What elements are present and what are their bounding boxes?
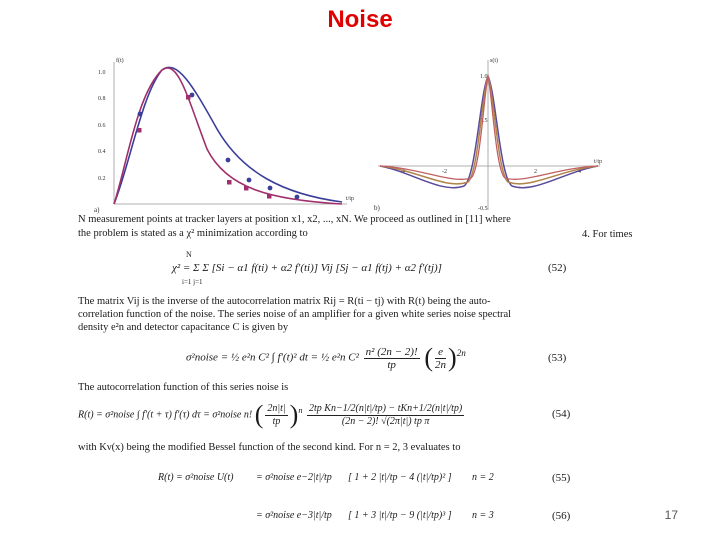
eq55-lhs: R(t) = σ²noise U(t) [158, 472, 234, 483]
right-series-gold-line [380, 76, 598, 184]
eq53-paren-fraction: $\frac{e}{2n}$ [435, 345, 447, 371]
left-magenta-marker [186, 95, 191, 100]
left-y-tick: 0.4 [98, 149, 106, 155]
left-magenta-marker [137, 128, 142, 133]
eq53-lhs: σ²noise = ½ e²n C² ∫ f′(t)² dt = ½ e²n C² [186, 351, 359, 364]
para1-line2: the problem is stated as a χ² minimization according to [78, 228, 308, 239]
eq55-mid: = σ²noise e−2|t|/tp [256, 472, 332, 483]
right-x-tick: 4 [578, 169, 581, 175]
para2-line2: correlation function of the noise. The series noise of an amplifier for a given white series noise spectral [78, 309, 512, 320]
slide-title: Noise [327, 6, 393, 33]
left-pulse-plot [92, 54, 354, 214]
para3: The autocorrelation function of this series noise is [78, 382, 289, 393]
eq55-condition: n = 2 [472, 472, 494, 483]
eq52-sum-top: N [186, 250, 192, 259]
eq53-number: (53) [548, 352, 567, 364]
left-blue-marker [138, 112, 143, 117]
left-y-tick: 0.2 [98, 176, 106, 182]
eq54-number: (54) [552, 408, 571, 420]
right-signal-svg [372, 54, 608, 212]
left-magenta-marker [244, 186, 249, 191]
left-pulse-svg [92, 54, 354, 214]
right-x-tick: -4 [400, 169, 405, 175]
left-y-tick: 0.8 [98, 96, 106, 102]
para2-line3: density e²n and detector capacitance C is given by [78, 322, 289, 333]
right-x-tick: 2 [534, 169, 537, 175]
eq56-body: [ 1 + 3 |t|/tp − 9 (|t|/tp)³ ] [348, 510, 452, 521]
side-note: 4. For times [582, 229, 633, 240]
left-blue-marker [295, 195, 300, 200]
left-corner-label: a) [94, 206, 100, 214]
right-x-label: t/tp [594, 159, 603, 165]
left-y-tick: 0.6 [98, 123, 106, 129]
eq52-sum-bottom: i=1 j=1 [182, 278, 203, 286]
eq53-fraction: $\frac{\text{n² (2n − 2)!}}{tp}$ [365, 345, 418, 371]
eq56-number: (56) [552, 510, 571, 522]
left-magenta-marker [227, 180, 232, 185]
left-magenta-marker [267, 194, 272, 199]
right-shaped-signal-plot [372, 54, 608, 212]
left-x-label: t/tp [346, 196, 354, 202]
eq54-paren-fraction: $\frac{2n|t|}{tp}$ [267, 402, 286, 427]
right-y-tick: 1.0 [480, 74, 488, 80]
left-blue-marker [247, 178, 252, 183]
eq54-fraction: $\frac{\text{2tp Kn−1/2(n|t|/tp) − tKn+1/2(n|t|/tp)}}{\text{(2n − 2)! √(2π|t|) tp π}}$ [309, 402, 463, 427]
right-x-tick: -2 [442, 169, 447, 175]
para1-line1: N measurement points at tracker layers at position x1, x2, ..., xN. We proceed as outlined in [11] where [78, 214, 511, 225]
eq56-mid: = σ²noise e−3|t|/tp [256, 510, 332, 521]
page-number: 17 [664, 508, 678, 522]
eq54: R(t) = σ²noise ∫ f′(t + τ) f′(τ) dτ = σ²noise n! ( $\frac{2n|t|}{tp}$ )$^n$ $\frac{\text{2tp Kn−1/2(n|t|/tp) − tKn+1/2(n|t|/tp)}}{\text{(2n − 2)! √(2π|t|) tp π}}$ [78, 400, 463, 429]
eq56-condition: n = 3 [472, 510, 494, 521]
para2-line1: The matrix Vij is the inverse of the autocorrelation matrix Rij = R(ti − tj) with R(t) being the auto- [78, 296, 491, 307]
right-series-red-line [380, 76, 598, 179]
left-y-label: f(t) [116, 58, 124, 64]
right-corner-label: b) [374, 204, 380, 212]
eq52-number: (52) [548, 262, 567, 274]
right-y-label: s(t) [490, 58, 498, 64]
right-y-tick: -0.5 [478, 206, 488, 212]
eq55-body: [ 1 + 2 |t|/tp − 4 (|t|/tp)² ] [348, 472, 452, 483]
eq53: σ²noise = ½ e²n C² ∫ f′(t)² dt = ½ e²n C² $\frac{\text{n² (2n − 2)!}}{tp}$ ( $\frac{e}{2n}$ )$^{2n}$ [186, 343, 466, 372]
eq54-power: n [298, 405, 303, 415]
eq54-lhs: R(t) = σ²noise ∫ f′(t + τ) f′(τ) dτ = σ²noise n! [78, 409, 253, 421]
eq53-power: 2n [456, 347, 466, 358]
eq52: χ² = Σ Σ [Si − α1 f(ti) + α2 f′(ti)] Vij [Sj − α1 f(tj) + α2 f′(tj)] [172, 262, 442, 274]
left-blue-marker [268, 186, 273, 191]
left-blue-marker [226, 158, 231, 163]
right-y-tick: 0.5 [480, 118, 488, 124]
eq55-number: (55) [552, 472, 571, 484]
left-y-tick: 1.0 [98, 70, 106, 76]
para4: with Kν(x) being the modified Bessel function of the second kind. For n = 2, 3 evaluates to [78, 442, 461, 453]
